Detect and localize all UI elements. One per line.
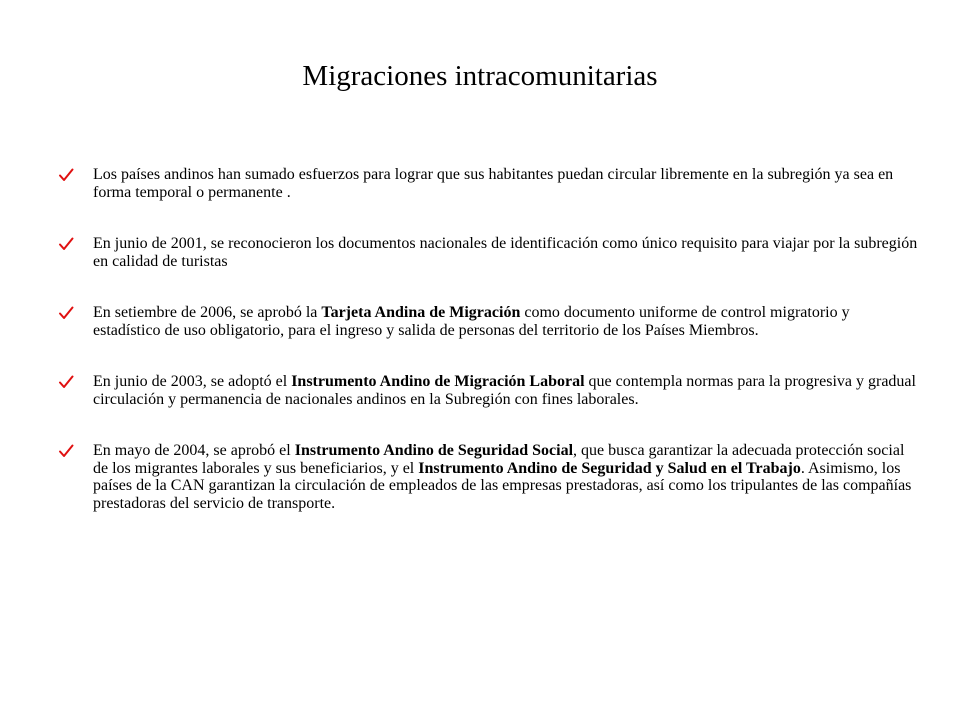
- bullet-item: [58, 304, 918, 339]
- bold-text-segment: Instrumento Andino de Seguridad Social: [294, 442, 574, 459]
- bullet-text: [93, 304, 850, 339]
- bullet-item: [58, 442, 918, 512]
- text-segment: En junio de 2001, se reconocieron los documentos nacionales de identificación como único requisito para viajar por la subregión en calidad de turistas: [93, 235, 918, 270]
- text-segment: En mayo de 2004, se aprobó el: [93, 442, 295, 459]
- checkmark-icon: [58, 374, 74, 390]
- bullet-item: [58, 373, 918, 408]
- text-segment: En setiembre de 2006, se aprobó la: [93, 304, 322, 321]
- text-segment: que contempla normas para la progresiva y gradual circulación y permanencia de nacionales andinos en la Subregión con fines laborales.: [93, 373, 916, 408]
- bullet-list: [58, 166, 918, 512]
- text-segment: En junio de 2003, se adoptó el: [93, 373, 292, 390]
- checkmark-icon: [58, 443, 74, 459]
- checkmark-icon: [58, 236, 74, 252]
- bullet-text: [93, 442, 911, 512]
- bold-text-segment: Instrumento Andino de Seguridad y Salud en el Trabajo: [418, 459, 801, 477]
- bold-text-segment: Tarjeta Andina de Migración: [321, 304, 521, 321]
- text-segment: , que busca garantizar la adecuada protección social de los migrantes laborales y sus beneficiarios, y el: [93, 442, 905, 477]
- bullet-item: [58, 235, 918, 270]
- checkmark-icon: [58, 167, 74, 183]
- bullet-text: [93, 166, 893, 201]
- text-segment: . Asimismo, los países de la CAN garantizan la circulación de empleados de las empresas prestadoras, así como los tripulantes de las compañías prestadoras del servicio de transporte.: [93, 459, 912, 512]
- checkmark-icon: [58, 305, 74, 321]
- bullet-text: [93, 373, 916, 408]
- bullet-text: [93, 235, 917, 270]
- slide-title: Migraciones intracomunitarias: [302, 60, 658, 92]
- bold-text-segment: Instrumento Andino de Migración Laboral: [291, 373, 585, 390]
- bullet-item: [58, 166, 918, 201]
- text-segment: como documento uniforme de control migratorio y estadístico de uso obligatorio, para el ingreso y salida de personas del territorio de los Países Miembros.: [93, 304, 850, 339]
- text-segment: Los países andinos han sumado esfuerzos para lograr que sus habitantes puedan circular libremente en la subregión ya sea en forma temporal o permanente .: [93, 166, 894, 201]
